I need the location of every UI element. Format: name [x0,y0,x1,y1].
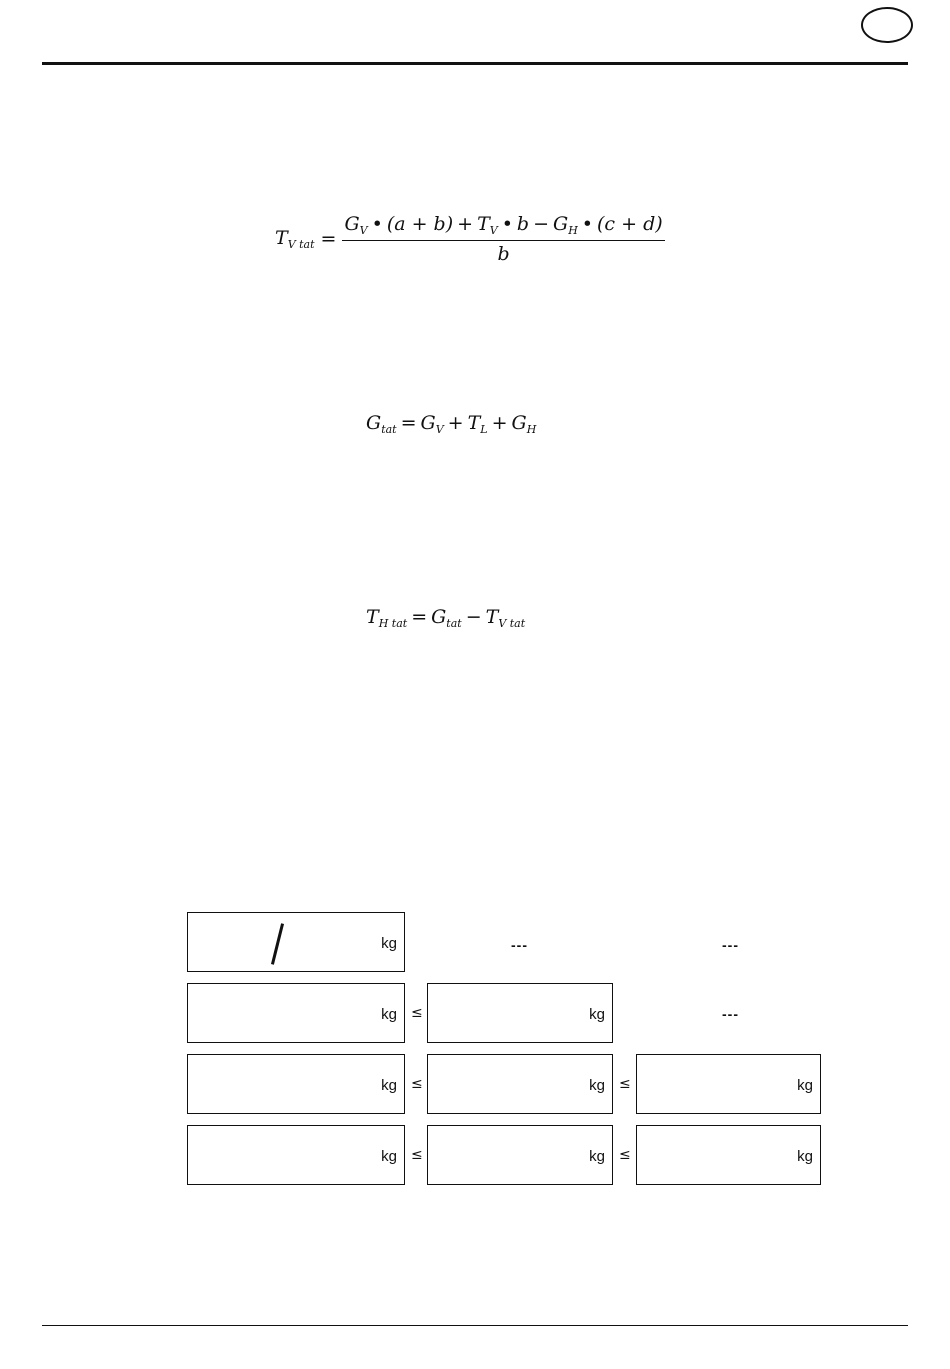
formula-subscript: tat [446,617,462,630]
slash-mark [271,923,284,964]
formula-subscript: V [435,423,444,436]
formula-operator: • [501,213,513,235]
formula-tv-denominator: b [497,243,510,265]
formula-subscript: H tat [378,617,408,630]
formula-term: G [511,412,527,434]
formula-g-tat [366,412,536,436]
formula-term: T [485,606,499,628]
formula-subscript: V tat [498,617,526,630]
formula-term: G [431,606,447,628]
formula-term: G [420,412,436,434]
formula-operator: • [371,213,383,235]
weight-cell-r3c3 [636,1054,821,1114]
formula-term: b [516,213,530,235]
formula-term: (c + d) [597,213,663,235]
formula-tv-lhs: $T_{V tat}$ [275,227,315,251]
weight-cell-r2c1 [187,983,405,1043]
weight-cell-r1c1 [187,912,405,972]
formula-term: G [366,412,382,434]
unit-label: kg [381,1077,397,1094]
weight-cell-r3c2 [427,1054,613,1114]
formula-operator: − [533,213,550,235]
formula-operator: = [411,606,428,628]
language-badge [861,7,913,43]
less-equal-sign: ≤ [411,1076,423,1092]
empty-dash-r1c2: --- [511,937,528,953]
less-equal-sign: ≤ [411,1005,423,1021]
formula-subscript: L [480,423,488,436]
less-equal-sign: ≤ [411,1147,423,1163]
formula-subscript: tat [381,423,397,436]
unit-label: kg [381,935,397,952]
formula-tv-tat [275,213,665,265]
formula-term: (a + b) [386,213,454,235]
formula-tv-numerator [342,213,664,241]
unit-label: kg [381,1006,397,1023]
formula-operator: − [465,606,482,628]
header-rule [42,62,908,65]
unit-label: kg [797,1148,813,1165]
formula-subscript: H [526,423,537,436]
unit-label: kg [381,1148,397,1165]
weight-cell-r3c1 [187,1054,405,1114]
empty-dash-r2c3: --- [722,1006,739,1022]
weight-cell-r4c3 [636,1125,821,1185]
unit-label: kg [589,1006,605,1023]
formula-subscript: H [568,224,578,237]
formula-operator: + [457,213,474,235]
formula-operator: + [491,412,508,434]
formula-subscript: V [489,224,498,237]
less-equal-sign: ≤ [619,1147,631,1163]
formula-operator: + [447,412,464,434]
formula-th-tat [366,606,525,630]
weight-cell-r2c2 [427,983,613,1043]
formula-term: T [366,606,379,628]
less-equal-sign: ≤ [619,1076,631,1092]
formula-term: T [467,412,481,434]
formula-operator: • [581,213,594,235]
footer-rule [42,1325,908,1326]
unit-label: kg [797,1077,813,1094]
unit-label: kg [589,1148,605,1165]
unit-label: kg [589,1077,605,1094]
formula-term: G [344,213,360,235]
formula-term: T [477,213,490,235]
formula-tv-equals: = [320,228,337,250]
formula-tv-fraction [342,213,664,265]
weight-cell-r4c2 [427,1125,613,1185]
formula-operator: = [400,412,417,434]
weight-cell-r4c1 [187,1125,405,1185]
formula-term: G [553,213,569,235]
formula-subscript: V [359,224,368,237]
empty-dash-r1c3: --- [722,937,739,953]
